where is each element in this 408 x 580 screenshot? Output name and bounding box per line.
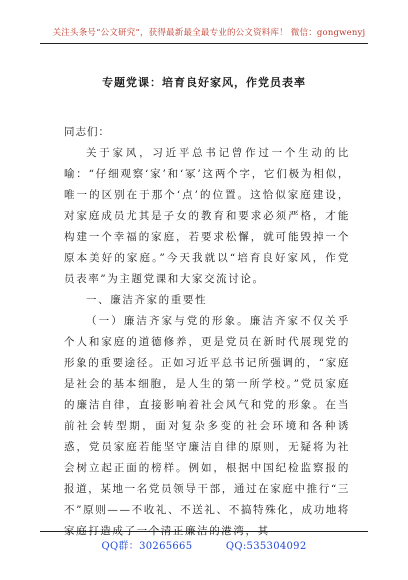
header-promo-text: 关注头条号“公文研究”，获得最新最全最专业的公文资料库！ 微信：gongwenyj [52,28,366,38]
document-body [64,143,350,542]
footer-contacts [0,537,408,552]
footer-divider [40,531,368,532]
document-title: 专题党课：培育良好家风，作党员表率 [102,76,306,89]
paragraph-subsection: （一）廉洁齐家与党的形象。廉洁齐家不仅关乎个人和家庭的道德修养，更是党员在新时代展现党的形象的重要途径。正如习近平总书记所强调的，“家庭是社会的基本细胞，是人生的第一所学校。”党员家庭的廉洁自律，直接影响着社会风气和党的形象。在当前社会转型期，面对复杂多变的社会环境和各种诱惑，党员家庭若能坚守廉洁自律的原则，无疑将为社会树立起正面的榜样。例如，根据中国纪检监察报的报道，某地一名党员领导干部，通过在家庭中推行“三不”原则——不收礼、不送礼、不搞特殊化，成功地将家庭打造成了一个清正廉洁的港湾，其 [64,315,350,537]
header-divider [40,43,368,44]
salutation: 同志们： [64,126,110,138]
footer-qq-id: QQ:535304092 [225,541,307,552]
footer-qq-group: QQ群：30265665 [101,541,193,552]
paragraph-intro: 关于家风，习近平总书记曾作过一个生动的比喻：“仔细观察‘家’和‘冢’这两个字，它们极为相似，唯一的区别在于那个‘点’的位置。这恰似家庭建设，对家庭成员尤其是子女的教育和要求必须严格，才能构建一个幸福的家庭，若要求松懈，就可能毁掉一个原本美好的家庭。”今天我就以“培育良好家风，作党员表率”为主题党课和大家交流讨论。 [64,147,350,285]
section-heading: 一、廉洁齐家的重要性 [86,294,208,306]
